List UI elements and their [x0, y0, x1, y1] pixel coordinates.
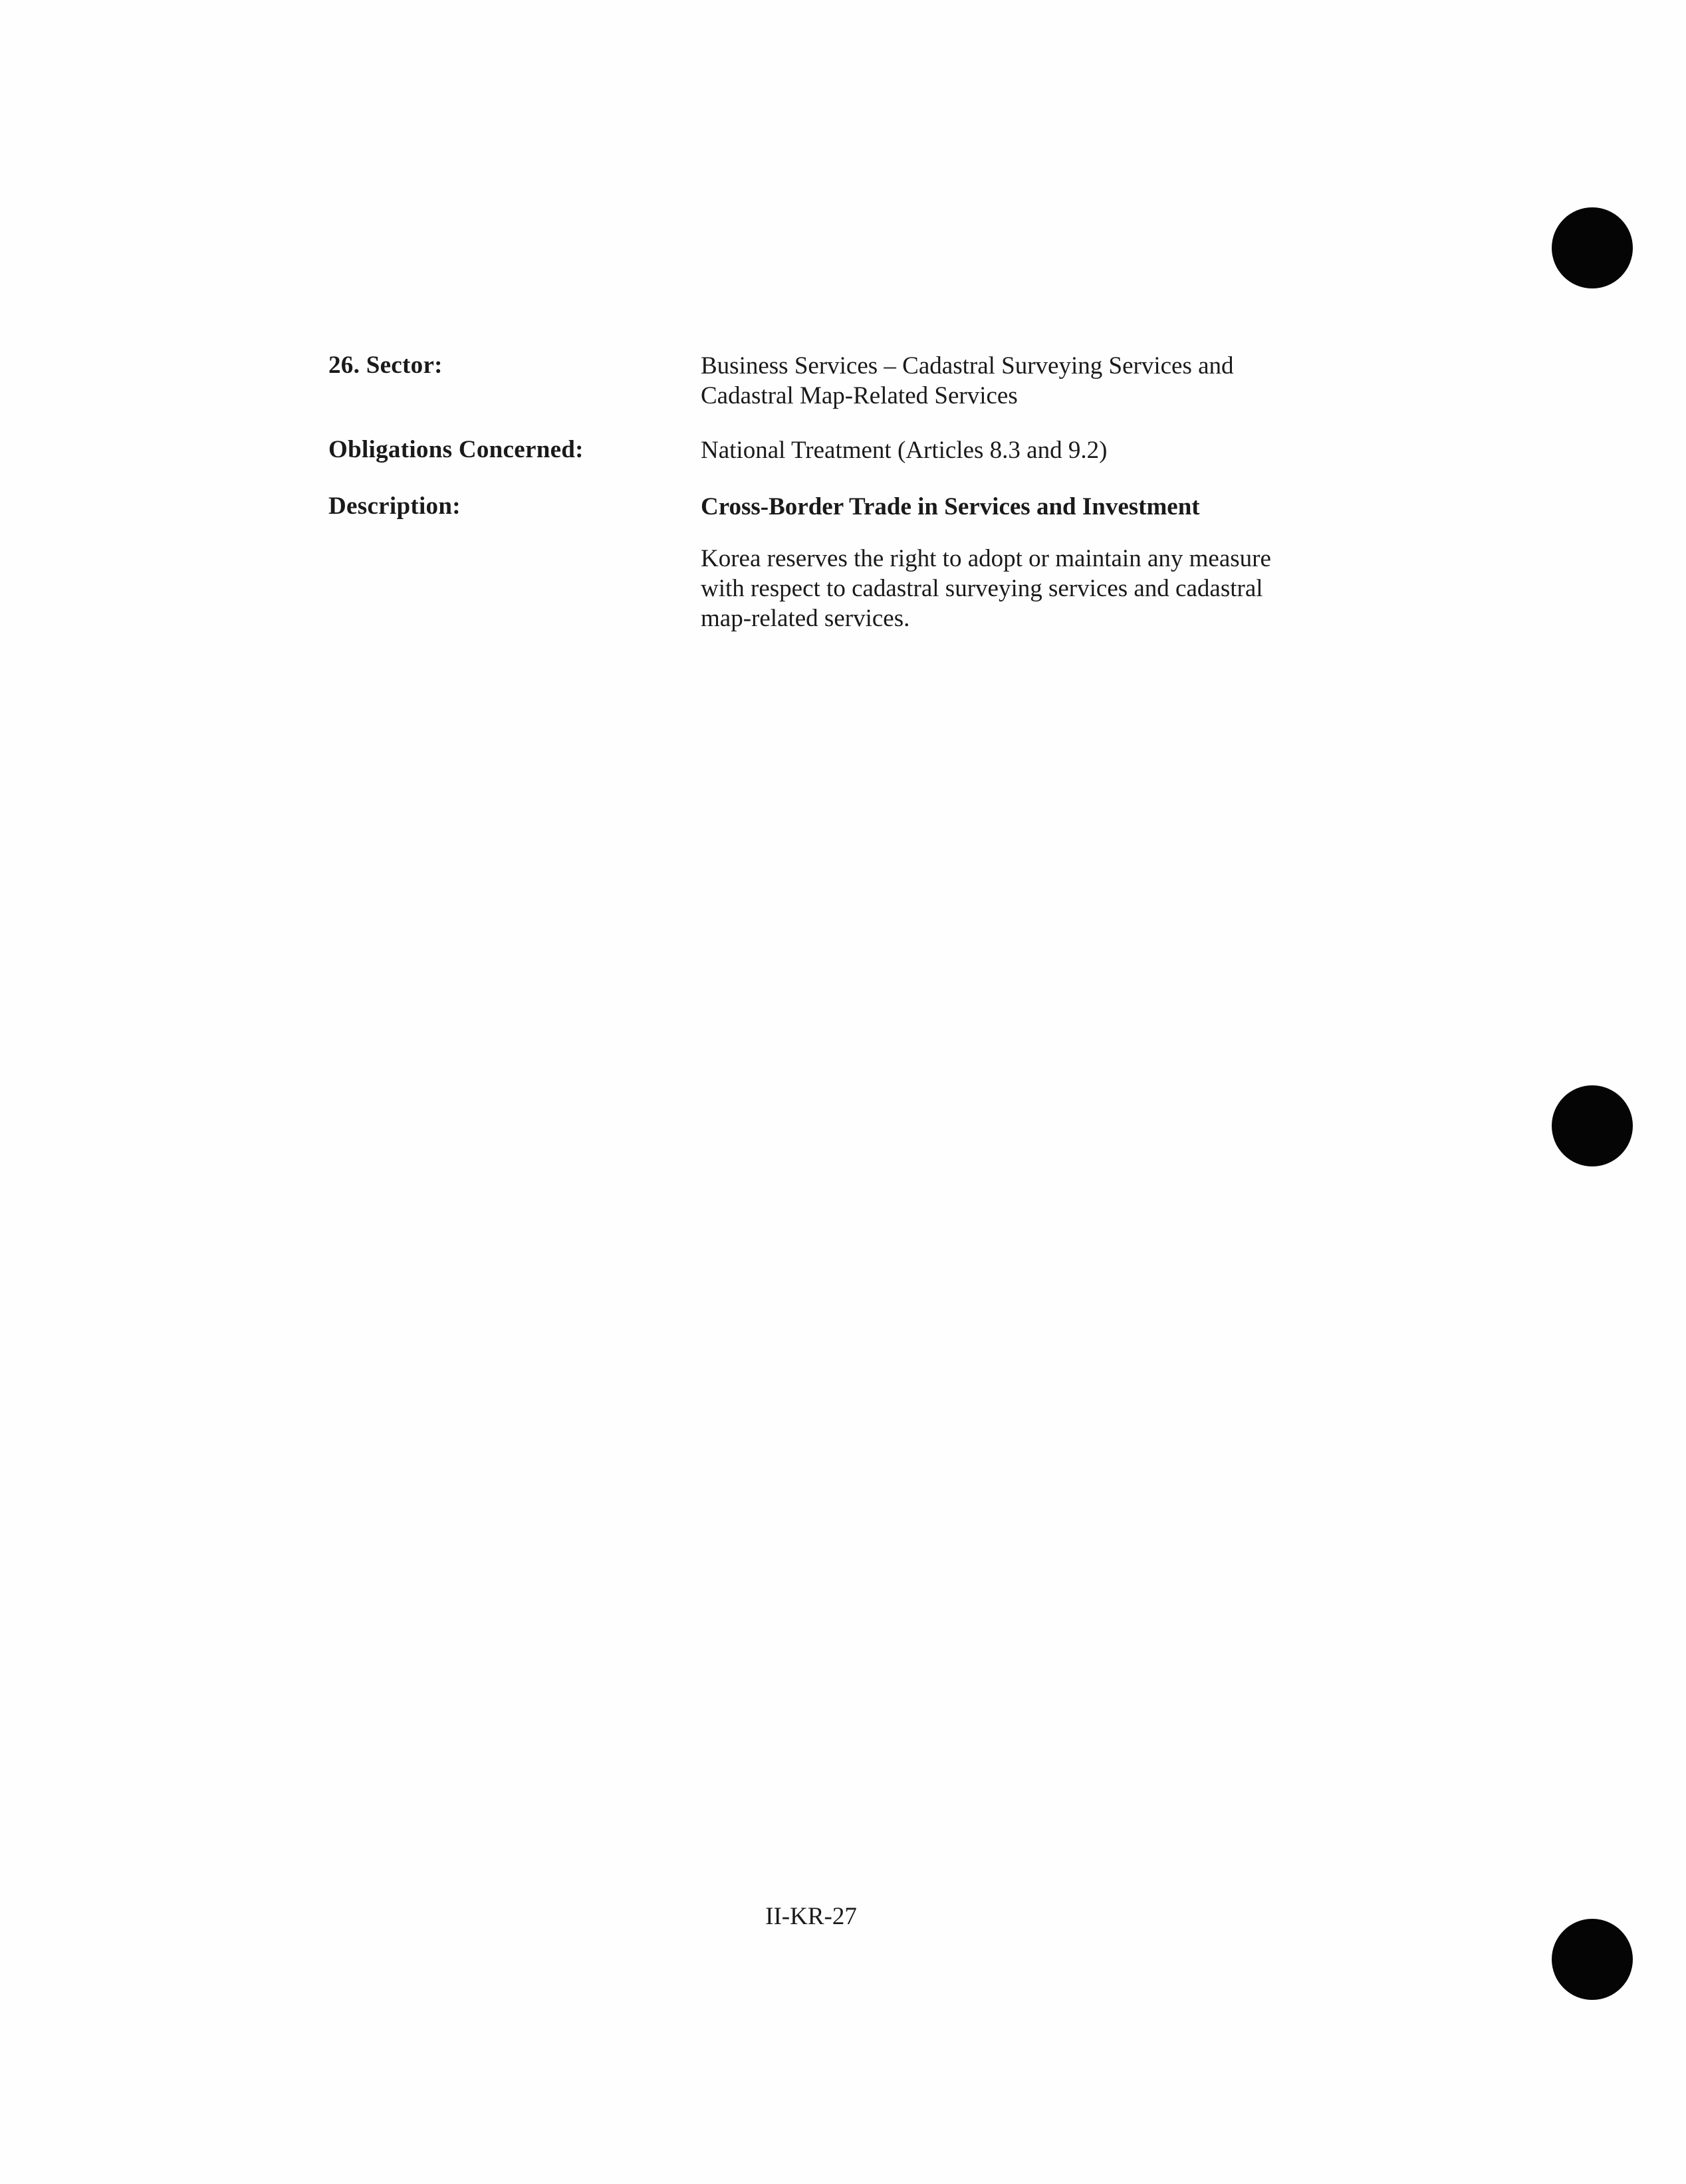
description-body [701, 544, 1332, 633]
punch-hole-bottom [1552, 1919, 1633, 2000]
page-number: II-KR-27 [765, 1903, 857, 1930]
sector-value-line-1: Business Services – Cadastral Surveying Services and [701, 352, 1234, 380]
description-heading: Cross-Border Trade in Services and Investment [701, 493, 1200, 520]
description-line-3: map-related services. [701, 605, 910, 632]
description-line-1: Korea reserves the right to adopt or maintain any measure [701, 545, 1271, 572]
obligations-value: National Treatment (Articles 8.3 and 9.2) [701, 437, 1108, 464]
description-line-2: with respect to cadastral surveying services and cadastral [701, 575, 1263, 602]
sector-value [701, 351, 1332, 411]
obligations-label: Obligations Concerned: [328, 436, 584, 463]
punch-hole-middle [1552, 1085, 1633, 1166]
sector-value-line-2: Cadastral Map-Related Services [701, 382, 1018, 409]
punch-hole-top [1552, 207, 1633, 288]
description-label: Description: [328, 492, 461, 520]
sector-label: 26. Sector: [328, 352, 443, 379]
